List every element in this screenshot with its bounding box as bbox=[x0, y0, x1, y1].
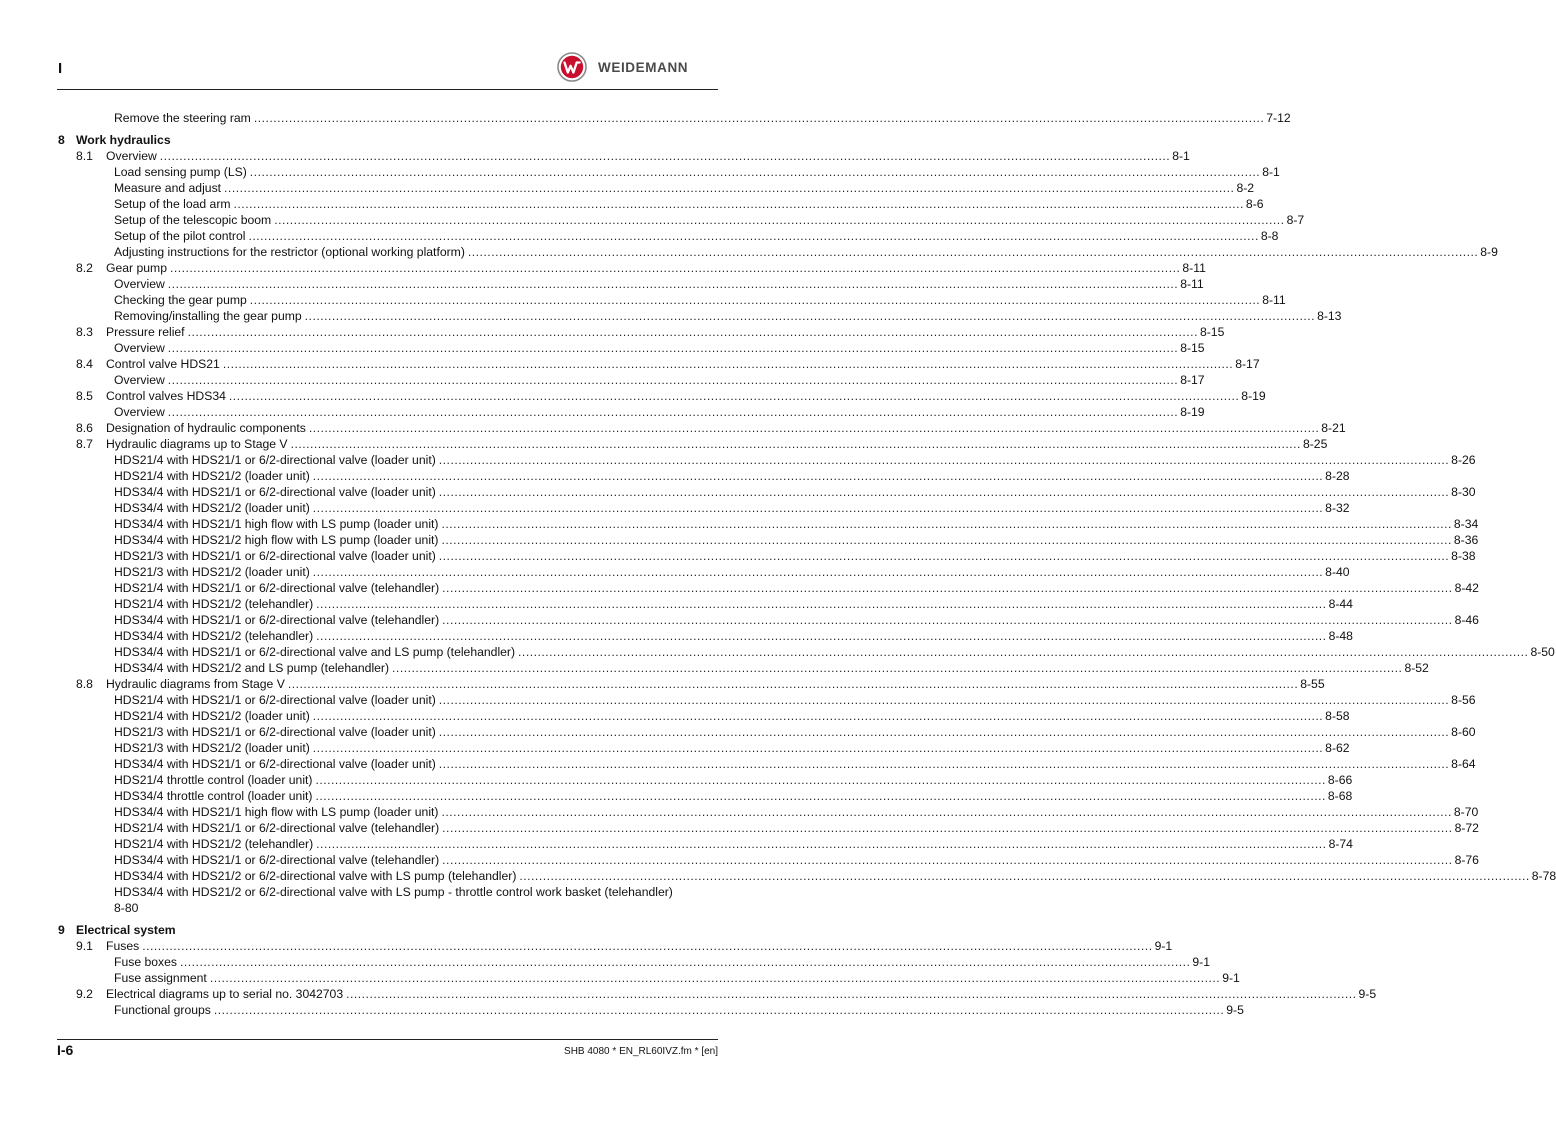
toc-entry-title: HDS34/4 with HDS21/2 or 6/2-directional valve with LS pump (telehandler) bbox=[114, 869, 517, 883]
footer-rule bbox=[57, 1039, 718, 1040]
toc-entry[interactable] bbox=[0, 836, 1353, 852]
toc-entry-page: 8-19 bbox=[1180, 405, 1205, 419]
toc-section[interactable] bbox=[0, 356, 1260, 372]
dot-leader: .................................................................................................................................................................................................................................................................... bbox=[438, 725, 1450, 739]
toc-entry-title: HDS21/3 with HDS21/2 (loader unit) bbox=[114, 741, 310, 755]
toc-entry-page: 8-80 bbox=[114, 901, 139, 915]
toc-entry-page: 8-48 bbox=[1328, 629, 1353, 643]
toc-entry-page: 8-11 bbox=[1180, 277, 1204, 291]
toc-entry-title: HDS21/4 with HDS21/1 or 6/2-directional valve (loader unit) bbox=[114, 453, 436, 467]
toc-entry[interactable] bbox=[114, 884, 720, 916]
page-number: I-6 bbox=[57, 1042, 74, 1058]
toc-section[interactable] bbox=[0, 436, 1328, 452]
toc-entry-title: Overview bbox=[114, 373, 165, 387]
weidemann-logo-icon bbox=[557, 52, 587, 82]
toc-entry-title: Measure and adjust bbox=[114, 181, 222, 195]
dot-leader: .................................................................................................................................................................................................................................................................... bbox=[249, 165, 1261, 179]
toc-entry[interactable] bbox=[0, 372, 1205, 388]
toc-entry[interactable] bbox=[0, 852, 1479, 868]
dot-leader: .................................................................................................................................................................................................................................................................... bbox=[438, 757, 1450, 771]
dot-leader: .................................................................................................................................................................................................................................................................... bbox=[442, 821, 1453, 835]
toc-entry-page: 8-25 bbox=[1302, 437, 1328, 451]
toc-entry[interactable] bbox=[0, 660, 1429, 676]
toc-entry-page: 8-36 bbox=[1453, 533, 1479, 547]
toc-entry-title: HDS34/4 with HDS21/1 or 6/2-directional valve (loader unit) bbox=[114, 757, 436, 771]
toc-section[interactable] bbox=[0, 148, 1190, 164]
toc-entry[interactable] bbox=[0, 452, 1476, 468]
toc-entry-title: Load sensing pump (LS) bbox=[114, 165, 247, 179]
toc-entry-title: HDS34/4 with HDS21/1 or 6/2-directional valve (telehandler) bbox=[114, 853, 440, 867]
toc-entry-title: HDS34/4 with HDS21/2 and LS pump (telehandler) bbox=[114, 661, 390, 675]
toc-entry[interactable] bbox=[0, 788, 1353, 804]
toc-entry[interactable] bbox=[0, 516, 1479, 532]
dot-leader: .................................................................................................................................................................................................................................................................... bbox=[441, 533, 1452, 547]
toc-entry-title: Remove the steering ram bbox=[114, 111, 251, 125]
toc-entry-page: 8-32 bbox=[1325, 501, 1350, 515]
toc-entry-page: 8-42 bbox=[1454, 581, 1479, 595]
toc-section[interactable] bbox=[0, 388, 1266, 404]
toc-entry[interactable] bbox=[0, 164, 1280, 180]
chapter-number: 8 bbox=[58, 133, 65, 147]
toc-entry-title: HDS34/4 with HDS21/2 high flow with LS pump (loader unit) bbox=[114, 533, 439, 547]
toc-entry[interactable] bbox=[0, 228, 1279, 244]
dot-leader: .................................................................................................................................................................................................................................................................... bbox=[519, 869, 1530, 883]
toc-entry-title: Gear pump bbox=[106, 261, 167, 275]
dot-leader: .................................................................................................................................................................................................................................................................... bbox=[438, 453, 1450, 467]
toc-entry-page: 8-52 bbox=[1404, 661, 1429, 675]
toc-entry-title: Hydraulic diagrams from Stage V bbox=[106, 677, 285, 691]
toc-entry[interactable] bbox=[0, 340, 1205, 356]
toc-entry-title: Setup of the pilot control bbox=[114, 229, 246, 243]
dot-leader: .................................................................................................................................................................................................................................................................... bbox=[316, 837, 1327, 851]
toc-entry[interactable] bbox=[0, 756, 1476, 772]
dot-leader: .................................................................................................................................................................................................................................................................... bbox=[159, 149, 1171, 163]
dot-leader: .................................................................................................................................................................................................................................................................... bbox=[209, 971, 1221, 985]
dot-leader: .................................................................................................................................................................................................................................................................... bbox=[167, 341, 1179, 355]
toc-section[interactable] bbox=[0, 324, 1225, 340]
toc-entry-title: HDS34/4 with HDS21/1 high flow with LS pump (loader unit) bbox=[114, 805, 439, 819]
toc-entry[interactable] bbox=[0, 180, 1255, 196]
dot-leader: .................................................................................................................................................................................................................................................................... bbox=[442, 613, 1453, 627]
dot-leader: .................................................................................................................................................................................................................................................................... bbox=[312, 709, 1324, 723]
toc-entry-page: 8-30 bbox=[1451, 485, 1476, 499]
toc-entry-title: Fuses bbox=[106, 939, 140, 953]
toc-entry-title: Overview bbox=[114, 277, 165, 291]
toc-entry[interactable] bbox=[0, 724, 1476, 740]
dot-leader: .................................................................................................................................................................................................................................................................... bbox=[441, 517, 1452, 531]
toc-entry-page: 8-38 bbox=[1451, 549, 1476, 563]
chapter-title: Electrical system bbox=[76, 923, 176, 937]
section-marker: I bbox=[58, 60, 63, 77]
toc-entry-title: Designation of hydraulic components bbox=[106, 421, 306, 435]
dot-leader: .................................................................................................................................................................................................................................................................... bbox=[467, 245, 1479, 259]
toc-entry-page: 8-21 bbox=[1321, 421, 1346, 435]
toc-entry-page: 8-15 bbox=[1180, 341, 1205, 355]
dot-leader: .................................................................................................................................................................................................................................................................... bbox=[438, 549, 1450, 563]
toc-entry-title: HDS21/4 with HDS21/1 or 6/2-directional valve (telehandler) bbox=[114, 821, 440, 835]
toc-entry-title: HDS21/4 with HDS21/2 (telehandler) bbox=[114, 837, 314, 851]
dot-leader: .................................................................................................................................................................................................................................................................... bbox=[312, 565, 1324, 579]
toc-entry-title: Control valve HDS21 bbox=[106, 357, 220, 371]
dot-leader: .................................................................................................................................................................................................................................................................... bbox=[518, 645, 1529, 659]
toc-entry-page: 8-13 bbox=[1317, 309, 1342, 323]
toc-entry-page: 8-17 bbox=[1180, 373, 1205, 387]
toc-entry-title: HDS21/4 with HDS21/2 (loader unit) bbox=[114, 709, 310, 723]
toc-entry[interactable] bbox=[0, 1002, 1244, 1018]
toc-section[interactable] bbox=[0, 260, 1206, 276]
toc-entry-title: HDS21/4 with HDS21/1 or 6/2-directional valve (loader unit) bbox=[114, 693, 436, 707]
toc-entry[interactable] bbox=[0, 532, 1479, 548]
toc-entry[interactable] bbox=[0, 292, 1286, 308]
toc-entry-page: 8-72 bbox=[1454, 821, 1479, 835]
toc-entry[interactable] bbox=[0, 708, 1350, 724]
toc-entry-page: 8-17 bbox=[1235, 357, 1260, 371]
document-reference: SHB 4080 * EN_RL60IVZ.fm * [en] bbox=[564, 1046, 718, 1057]
toc-section[interactable] bbox=[0, 986, 1377, 1002]
toc-entry-page: 9-1 bbox=[1192, 955, 1211, 969]
toc-entry-title: HDS34/4 with HDS21/1 or 6/2-directional valve (loader unit) bbox=[114, 485, 436, 499]
toc-entry[interactable] bbox=[0, 612, 1479, 628]
toc-entry-page: 8-28 bbox=[1325, 469, 1350, 483]
toc-entry-title: Setup of the telescopic boom bbox=[114, 213, 272, 227]
dot-leader: .................................................................................................................................................................................................................................................................... bbox=[441, 805, 1452, 819]
dot-leader: .................................................................................................................................................................................................................................................................... bbox=[290, 437, 1301, 451]
brand-logo bbox=[557, 52, 727, 82]
section-number: 8.8 bbox=[76, 677, 93, 691]
toc-entry-page: 8-78 bbox=[1531, 869, 1556, 883]
dot-leader: .................................................................................................................................................................................................................................................................... bbox=[224, 181, 1235, 195]
dot-leader: .................................................................................................................................................................................................................................................................... bbox=[253, 111, 1265, 125]
dot-leader: .................................................................................................................................................................................................................................................................... bbox=[180, 955, 1191, 969]
section-number: 8.1 bbox=[76, 149, 93, 163]
toc-entry-title: Fuse boxes bbox=[114, 955, 178, 969]
toc-entry-page: 8-19 bbox=[1241, 389, 1266, 403]
dot-leader: .................................................................................................................................................................................................................................................................... bbox=[169, 261, 1181, 275]
toc-entry[interactable] bbox=[0, 868, 1556, 884]
toc-entry-title: Hydraulic diagrams up to Stage V bbox=[106, 437, 288, 451]
toc-entry-page: 8-11 bbox=[1182, 261, 1206, 275]
toc-entry-page: 8-62 bbox=[1325, 741, 1350, 755]
dot-leader: .................................................................................................................................................................................................................................................................... bbox=[167, 373, 1179, 387]
toc-entry-page: 8-6 bbox=[1245, 197, 1264, 211]
toc-entry-title: Overview bbox=[106, 149, 157, 163]
toc-entry-page: 8-7 bbox=[1286, 213, 1305, 227]
toc-entry-title: HDS34/4 with HDS21/2 (loader unit) bbox=[114, 501, 310, 515]
toc-entry-page: 8-11 bbox=[1262, 293, 1286, 307]
header-rule bbox=[57, 89, 718, 90]
section-number: 9.1 bbox=[76, 939, 93, 953]
dot-leader: .................................................................................................................................................................................................................................................................... bbox=[308, 421, 1320, 435]
dot-leader: .................................................................................................................................................................................................................................................................... bbox=[304, 309, 1316, 323]
dot-leader: .................................................................................................................................................................................................................................................................... bbox=[249, 293, 1261, 307]
toc-entry[interactable] bbox=[0, 772, 1353, 788]
toc-entry[interactable] bbox=[0, 196, 1264, 212]
toc-entry[interactable] bbox=[0, 740, 1350, 756]
toc-entry-title: Pressure relief bbox=[106, 325, 185, 339]
dot-leader: .................................................................................................................................................................................................................................................................... bbox=[392, 661, 1403, 675]
toc-entry-page: 8-9 bbox=[1480, 245, 1498, 259]
toc-entry[interactable] bbox=[0, 110, 1291, 126]
toc-entry-page: 8-46 bbox=[1454, 613, 1479, 627]
dot-leader: .................................................................................................................................................................................................................................................................... bbox=[316, 629, 1327, 643]
brand-name: WEIDEMANN bbox=[598, 59, 689, 75]
dot-leader: .................................................................................................................................................................................................................................................................... bbox=[142, 939, 1153, 953]
toc-entry-title: HDS34/4 throttle control (loader unit) bbox=[114, 789, 313, 803]
toc-entry[interactable] bbox=[0, 954, 1211, 970]
dot-leader: .................................................................................................................................................................................................................................................................... bbox=[315, 789, 1326, 803]
toc-entry-page: 8-2 bbox=[1236, 181, 1255, 195]
toc-entry-title: HDS21/4 throttle control (loader unit) bbox=[114, 773, 313, 787]
toc-entry-page: 8-55 bbox=[1300, 677, 1325, 691]
toc-entry-page: 9-1 bbox=[1154, 939, 1173, 953]
toc-entry-title: Functional groups bbox=[114, 1003, 211, 1017]
toc-entry-title: HDS21/3 with HDS21/2 (loader unit) bbox=[114, 565, 310, 579]
toc-entry[interactable] bbox=[0, 596, 1353, 612]
toc-entry[interactable] bbox=[0, 692, 1476, 708]
chapter-title: Work hydraulics bbox=[76, 133, 171, 147]
dot-leader: .................................................................................................................................................................................................................................................................... bbox=[312, 469, 1324, 483]
dot-leader: .................................................................................................................................................................................................................................................................... bbox=[442, 581, 1453, 595]
dot-leader: .................................................................................................................................................................................................................................................................... bbox=[248, 229, 1259, 243]
toc-entry-title: HDS21/4 with HDS21/2 (loader unit) bbox=[114, 469, 310, 483]
toc-entry[interactable] bbox=[0, 820, 1479, 836]
section-number: 8.3 bbox=[76, 325, 93, 339]
dot-leader: .................................................................................................................................................................................................................................................................... bbox=[346, 987, 1357, 1001]
toc-entry-page: 8-44 bbox=[1328, 597, 1353, 611]
toc-entry-page: 7-12 bbox=[1266, 111, 1291, 125]
toc-entry[interactable] bbox=[0, 644, 1555, 660]
chapter-heading[interactable] bbox=[0, 132, 794, 148]
chapter-heading[interactable] bbox=[0, 922, 794, 938]
toc-entry-page: 8-74 bbox=[1328, 837, 1353, 851]
toc-entry-page: 8-60 bbox=[1451, 725, 1476, 739]
toc-entry-page: 8-76 bbox=[1454, 853, 1479, 867]
toc-entry-title: HDS34/4 with HDS21/1 high flow with LS pump (loader unit) bbox=[114, 517, 439, 531]
dot-leader: .................................................................................................................................................................................................................................................................... bbox=[213, 1003, 1225, 1017]
toc-entry-page: 8-40 bbox=[1325, 565, 1350, 579]
dot-leader: .................................................................................................................................................................................................................................................................... bbox=[312, 741, 1324, 755]
toc-section[interactable] bbox=[0, 938, 1173, 954]
toc-entry-page: 8-56 bbox=[1451, 693, 1476, 707]
chapter-number: 9 bbox=[58, 923, 65, 937]
toc-entry-title: HDS21/4 with HDS21/2 (telehandler) bbox=[114, 597, 314, 611]
toc-entry[interactable] bbox=[0, 548, 1476, 564]
toc-entry-page: 8-66 bbox=[1327, 773, 1353, 787]
toc-entry-title: HDS34/4 with HDS21/2 (telehandler) bbox=[114, 629, 314, 643]
dot-leader: .................................................................................................................................................................................................................................................................... bbox=[222, 357, 1234, 371]
dot-leader: .................................................................................................................................................................................................................................................................... bbox=[287, 677, 1299, 691]
toc-entry[interactable] bbox=[0, 580, 1479, 596]
section-number: 8.6 bbox=[76, 421, 93, 435]
toc-entry-page: 8-70 bbox=[1453, 805, 1479, 819]
section-number: 9.2 bbox=[76, 987, 93, 1001]
toc-entry-title: Electrical diagrams up to serial no. 3042703 bbox=[106, 987, 344, 1001]
toc-entry-page: 8-58 bbox=[1325, 709, 1350, 723]
dot-leader: .................................................................................................................................................................................................................................................................... bbox=[438, 693, 1450, 707]
section-number: 8.5 bbox=[76, 389, 93, 403]
dot-leader: .................................................................................................................................................................................................................................................................... bbox=[228, 389, 1240, 403]
toc-entry-title: HDS34/4 with HDS21/1 or 6/2-directional valve (telehandler) bbox=[114, 613, 440, 627]
toc-section[interactable] bbox=[0, 676, 1325, 692]
toc-entry-title: HDS21/4 with HDS21/1 or 6/2-directional valve (telehandler) bbox=[114, 581, 440, 595]
toc-entry-page: 9-5 bbox=[1226, 1003, 1244, 1017]
toc-entry-page: 8-34 bbox=[1453, 517, 1479, 531]
toc-entry[interactable] bbox=[0, 276, 1204, 292]
toc-entry-page: 8-64 bbox=[1451, 757, 1476, 771]
dot-leader: .................................................................................................................................................................................................................................................................... bbox=[167, 277, 1179, 291]
toc-entry-page: 8-15 bbox=[1199, 325, 1225, 339]
toc-entry-page: 8-1 bbox=[1262, 165, 1280, 179]
toc-entry[interactable] bbox=[0, 308, 1342, 324]
toc-entry-page: 8-68 bbox=[1327, 789, 1353, 803]
toc-entry[interactable] bbox=[0, 484, 1476, 500]
toc-entry-title: HDS34/4 with HDS21/1 or 6/2-directional valve and LS pump (telehandler) bbox=[114, 645, 516, 659]
toc-entry[interactable] bbox=[0, 244, 1498, 260]
toc-entry[interactable] bbox=[0, 500, 1350, 516]
dot-leader: .................................................................................................................................................................................................................................................................... bbox=[438, 485, 1450, 499]
toc-entry-title: HDS34/4 with HDS21/2 or 6/2-directional valve with LS pump - throttle control work basket (telehandler) bbox=[114, 885, 673, 899]
toc-section[interactable] bbox=[0, 420, 1346, 436]
toc-entry[interactable] bbox=[0, 564, 1350, 580]
dot-leader: .................................................................................................................................................................................................................................................................... bbox=[315, 773, 1326, 787]
toc-entry[interactable] bbox=[0, 212, 1305, 228]
section-number: 8.2 bbox=[76, 261, 93, 275]
toc-entry-title: Control valves HDS34 bbox=[106, 389, 226, 403]
toc-entry-title: Adjusting instructions for the restrictor (optional working platform) bbox=[114, 245, 465, 259]
toc-entry-title: Removing/installing the gear pump bbox=[114, 309, 302, 323]
dot-leader: .................................................................................................................................................................................................................................................................... bbox=[187, 325, 1198, 339]
toc-entry[interactable] bbox=[0, 970, 1240, 986]
toc-entry[interactable] bbox=[0, 804, 1479, 820]
toc-entry-title: Overview bbox=[114, 405, 165, 419]
toc-entry-title: HDS21/3 with HDS21/1 or 6/2-directional valve (loader unit) bbox=[114, 725, 436, 739]
toc-entry-title: HDS21/3 with HDS21/1 or 6/2-directional valve (loader unit) bbox=[114, 549, 436, 563]
toc-entry-title: Overview bbox=[114, 341, 165, 355]
toc-entry-title: Fuse assignment bbox=[114, 971, 207, 985]
toc-entry-page: 8-8 bbox=[1260, 229, 1279, 243]
toc-entry-page: 9-5 bbox=[1358, 987, 1377, 1001]
toc-entry[interactable] bbox=[0, 404, 1205, 420]
toc-entry-title: Setup of the load arm bbox=[114, 197, 231, 211]
toc-entry[interactable] bbox=[0, 468, 1350, 484]
dot-leader: .................................................................................................................................................................................................................................................................... bbox=[312, 501, 1324, 515]
toc-entry-title: Checking the gear pump bbox=[114, 293, 247, 307]
toc-entry[interactable] bbox=[0, 628, 1353, 644]
toc-entry-page: 9-1 bbox=[1222, 971, 1240, 985]
toc-entry-page: 8-50 bbox=[1530, 645, 1555, 659]
dot-leader: .................................................................................................................................................................................................................................................................... bbox=[316, 597, 1327, 611]
toc-entry-page: 8-26 bbox=[1451, 453, 1476, 467]
dot-leader: .................................................................................................................................................................................................................................................................... bbox=[167, 405, 1179, 419]
dot-leader: .................................................................................................................................................................................................................................................................... bbox=[274, 213, 1285, 227]
section-number: 8.7 bbox=[76, 437, 93, 451]
section-number: 8.4 bbox=[76, 357, 93, 371]
dot-leader: .................................................................................................................................................................................................................................................................... bbox=[442, 853, 1453, 867]
toc-entry-page: 8-1 bbox=[1172, 149, 1190, 163]
dot-leader: .................................................................................................................................................................................................................................................................... bbox=[233, 197, 1244, 211]
